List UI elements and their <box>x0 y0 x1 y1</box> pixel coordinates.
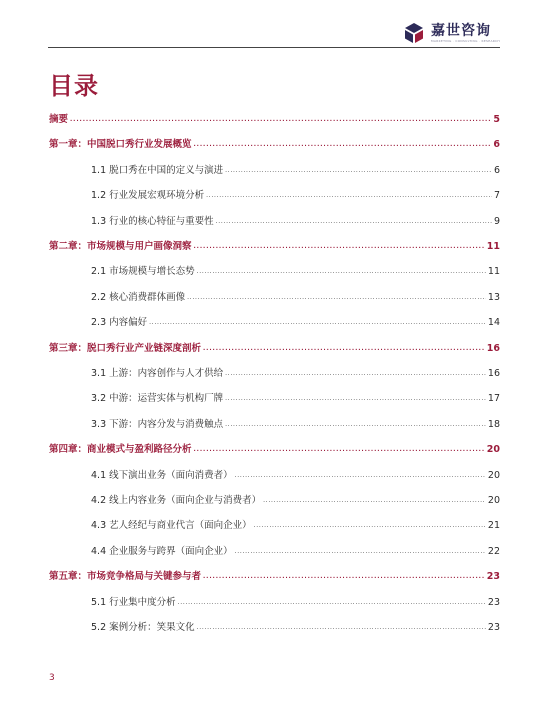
toc-dot-leader <box>206 190 492 202</box>
toc-entry-page: 5 <box>493 114 500 125</box>
toc-entry-label: 2.2 核心消费群体画像 <box>91 291 186 303</box>
toc-entry-label: 第三章：脱口秀行业产业链深度剖析 <box>49 342 202 354</box>
logo-name: 嘉世咨询 <box>431 23 492 39</box>
toc-entry-page: 16 <box>487 368 500 379</box>
toc-dot-leader <box>194 241 485 253</box>
toc-section-row[interactable] <box>91 163 500 177</box>
toc-entry-page: 20 <box>487 495 500 506</box>
toc-entry-page: 9 <box>493 215 500 227</box>
page-header <box>0 0 544 50</box>
toc-entry-page: 11 <box>486 241 500 252</box>
toc-section-row[interactable] <box>91 366 500 380</box>
toc-section-row[interactable] <box>91 315 500 329</box>
toc-entry-label: 4.3 艺人经纪与商业代言（面向企业） <box>91 520 252 532</box>
toc-section-row[interactable] <box>91 518 500 532</box>
toc-section-row[interactable] <box>91 391 500 405</box>
toc-entry-page: 20 <box>487 469 500 481</box>
toc-section-row[interactable] <box>91 290 500 304</box>
toc-entry-label: 4.1 线下演出业务（面向消费者） <box>91 469 233 481</box>
logo-mark-icon <box>403 22 425 44</box>
toc-entry-page: 6 <box>493 164 500 176</box>
toc-entry-page: 6 <box>493 139 500 151</box>
toc-chapter-row[interactable] <box>49 112 500 126</box>
toc-entry-label: 4.4 企业服务与跨界（面向企业） <box>91 545 233 557</box>
toc-dot-leader <box>216 216 492 228</box>
toc-dot-leader <box>194 444 485 456</box>
toc-entry-label: 2.1 市场规模与增长态势 <box>91 266 195 278</box>
toc-dot-leader <box>197 622 486 634</box>
toc-section-row[interactable] <box>91 468 500 482</box>
toc-entry-label: 第二章：市场规模与用户画像洞察 <box>49 241 192 252</box>
toc-dot-leader <box>254 520 486 532</box>
toc-section-row[interactable] <box>91 493 500 507</box>
toc-section-row[interactable] <box>91 188 500 202</box>
toc-entry-label: 4.2 线上内容业务（面向企业与消费者） <box>91 495 262 506</box>
toc-dot-leader <box>225 419 486 431</box>
toc-entry-label: 1.3 行业的核心特征与重要性 <box>91 215 214 227</box>
toc-entry-page: 18 <box>487 418 500 430</box>
toc-entry-page: 7 <box>493 190 500 202</box>
toc-dot-leader <box>203 571 485 583</box>
page-number: 3 <box>49 673 55 683</box>
toc-entry-label: 1.2 行业发展宏观环境分析 <box>91 190 205 202</box>
toc-entry-label: 3.3 下游：内容分发与消费触点 <box>91 418 224 430</box>
toc-dot-leader <box>187 292 486 304</box>
toc-entry-page: 11 <box>487 266 500 278</box>
toc-dot-leader <box>178 597 486 609</box>
toc-section-row[interactable] <box>91 214 500 228</box>
toc-chapter-row[interactable] <box>49 341 500 355</box>
toc-chapter-row[interactable] <box>49 569 500 583</box>
toc-dot-leader <box>263 495 486 507</box>
page-title: 目录 <box>49 72 99 100</box>
toc-section-row[interactable] <box>91 595 500 609</box>
toc-entry-label: 5.1 行业集中度分析 <box>91 596 176 608</box>
toc-dot-leader <box>235 546 486 558</box>
toc-dot-leader <box>149 317 486 329</box>
logo-subtitle: MARKETING · CONSULTING · RESEARCH <box>431 39 500 43</box>
toc-entry-label: 3.1 上游：内容创作与人才供给 <box>91 368 224 379</box>
toc-dot-leader <box>225 368 486 380</box>
toc-entry-page: 21 <box>487 520 500 532</box>
toc-chapter-row[interactable] <box>49 137 500 151</box>
toc-entry-label: 第一章：中国脱口秀行业发展概览 <box>49 139 192 151</box>
toc-dot-leader <box>225 393 486 405</box>
toc-entry-label: 3.2 中游：运营实体与机构厂牌 <box>91 393 224 405</box>
toc-dot-leader <box>225 165 492 177</box>
toc-entry-label: 5.2 案例分析：笑果文化 <box>91 622 195 633</box>
toc-entry-label: 摘要 <box>49 114 69 125</box>
header-divider <box>48 47 500 48</box>
toc-dot-leader <box>70 114 491 126</box>
toc-entry-page: 14 <box>487 317 500 329</box>
toc-entry-page: 13 <box>487 291 500 303</box>
toc-entry-page: 17 <box>487 393 500 405</box>
toc-entry-page: 22 <box>487 545 500 557</box>
toc-entry-label: 1.1 脱口秀在中国的定义与演进 <box>91 164 224 176</box>
toc-section-row[interactable] <box>91 417 500 431</box>
toc-dot-leader <box>194 139 492 151</box>
toc-dot-leader <box>235 470 486 482</box>
toc-dot-leader <box>203 343 485 355</box>
toc-entry-page: 16 <box>486 342 500 354</box>
toc-entry-page: 23 <box>486 571 500 583</box>
company-logo <box>403 22 500 44</box>
toc-chapter-row[interactable] <box>49 442 500 456</box>
toc-entry-page: 23 <box>487 622 500 633</box>
toc-section-row[interactable] <box>91 264 500 278</box>
toc-section-row[interactable] <box>91 544 500 558</box>
toc-entry-page: 23 <box>487 596 500 608</box>
toc-entry-label: 第四章：商业模式与盈利路径分析 <box>49 444 192 456</box>
toc-entry-label: 第五章：市场竞争格局与关键参与者 <box>49 571 202 583</box>
toc-dot-leader <box>197 266 486 278</box>
toc-chapter-row[interactable] <box>49 239 500 253</box>
toc-section-row[interactable] <box>91 620 500 634</box>
toc-entry-label: 2.3 内容偏好 <box>91 317 148 329</box>
toc-entry-page: 20 <box>486 444 500 456</box>
